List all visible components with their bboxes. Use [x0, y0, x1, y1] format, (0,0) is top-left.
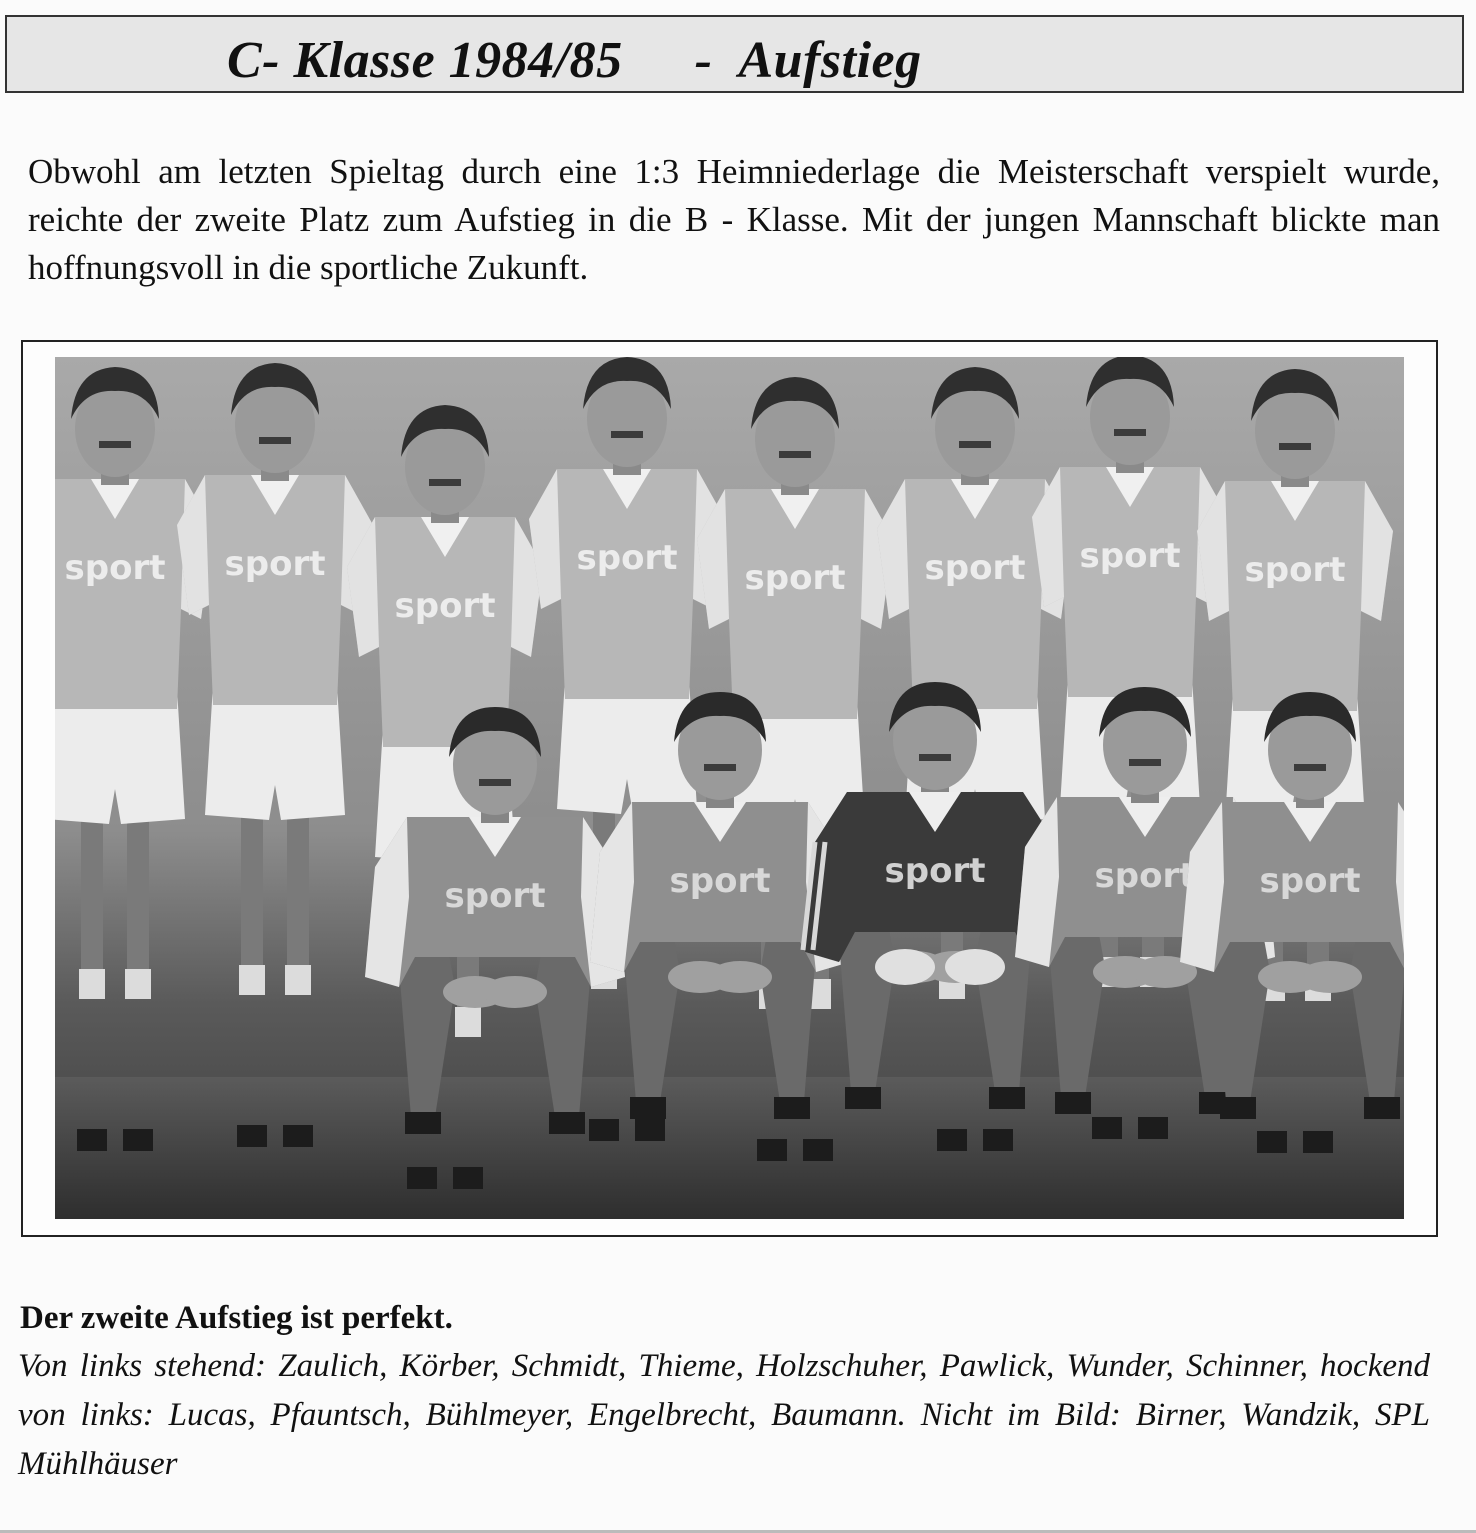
caption-title: Der zweite Aufstieg ist perfekt.	[20, 1300, 453, 1336]
title-season: C- Klasse 1984/85	[227, 32, 623, 89]
photo-frame	[21, 340, 1438, 1237]
title-separator: -	[694, 32, 713, 89]
caption-names: Von links stehend: Zaulich, Körber, Schmidt, Thieme, Holzschuher, Pawlick, Wunder, Schinner, hockend von links: Lucas, Pfauntsch, Bühlmeyer, Engelbrecht, Baumann. Nicht im Bild: Birner, Wandzik, SPL Mühlhäuser	[18, 1348, 1430, 1482]
team-photo	[55, 357, 1404, 1219]
title-aufstieg: Aufstieg	[738, 32, 922, 89]
intro-paragraph: Obwohl am letzten Spieltag durch eine 1:3 Heimniederlage die Meisterschaft verspielt wurde, reichte der zweite Platz zum Aufstieg in die B - Klasse. Mit der jungen Mannschaft blickte man hoffnungsvoll in die sportliche Zukunft.	[28, 152, 1440, 287]
page-title	[227, 33, 922, 89]
svg-text:sport: sport	[884, 851, 986, 891]
title-banner	[5, 15, 1464, 93]
